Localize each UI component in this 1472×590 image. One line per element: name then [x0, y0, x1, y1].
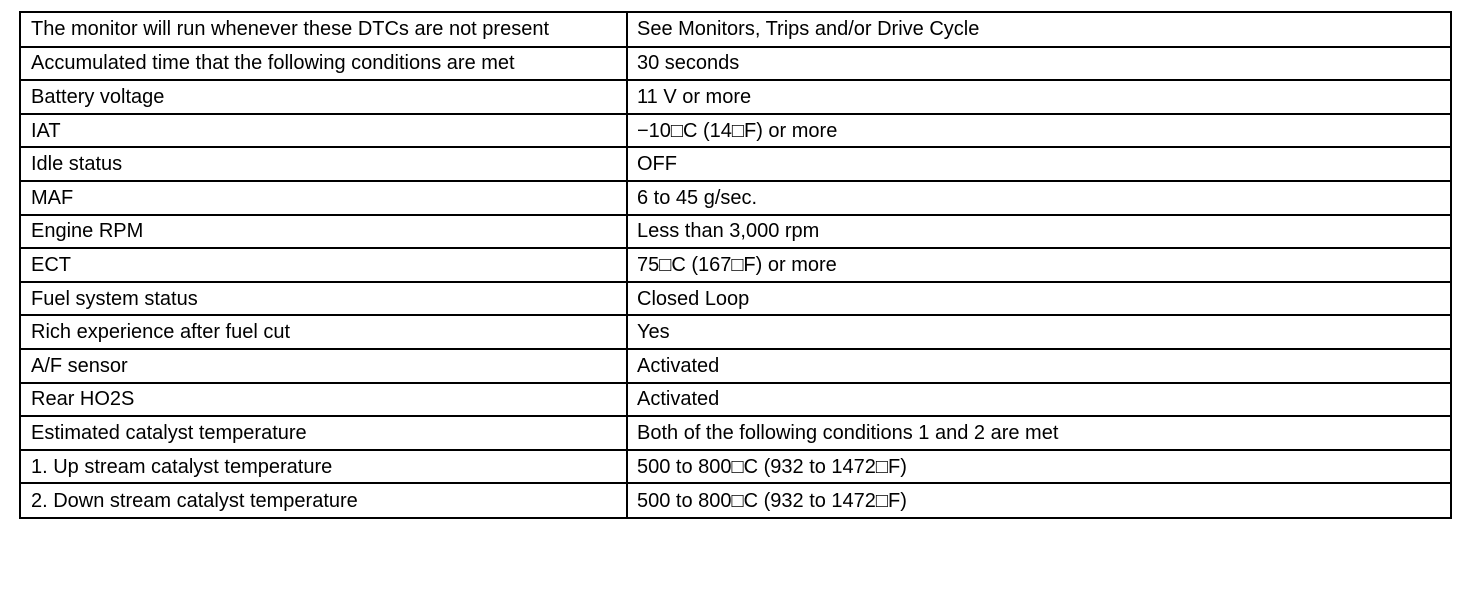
condition-cell: Estimated catalyst temperature [21, 416, 627, 450]
value-cell: 75□C (167□F) or more [627, 248, 1450, 282]
table-row [21, 215, 1450, 249]
table-row [21, 248, 1450, 282]
table-row [21, 47, 1450, 81]
value-cell: See Monitors, Trips and/or Drive Cycle [627, 13, 1450, 47]
value-cell: OFF [627, 147, 1450, 181]
value-cell: Activated [627, 383, 1450, 417]
condition-cell: 1. Up stream catalyst temperature [21, 450, 627, 484]
table-row [21, 315, 1450, 349]
value-cell: 6 to 45 g/sec. [627, 181, 1450, 215]
value-cell: 11 V or more [627, 80, 1450, 114]
condition-cell: Accumulated time that the following conditions are met [21, 47, 627, 81]
value-cell: Less than 3,000 rpm [627, 215, 1450, 249]
condition-cell: MAF [21, 181, 627, 215]
value-cell: Activated [627, 349, 1450, 383]
table-row [21, 349, 1450, 383]
table-row [21, 80, 1450, 114]
condition-cell: Fuel system status [21, 282, 627, 316]
value-cell: 30 seconds [627, 47, 1450, 81]
conditions-table [19, 11, 1452, 519]
table-row [21, 181, 1450, 215]
table-row [21, 483, 1450, 517]
condition-cell: The monitor will run whenever these DTCs are not present [21, 13, 627, 47]
table-row [21, 282, 1450, 316]
condition-cell: Engine RPM [21, 215, 627, 249]
condition-cell: 2. Down stream catalyst temperature [21, 483, 627, 517]
table-row [21, 114, 1450, 148]
table-row [21, 383, 1450, 417]
conditions-table-grid [21, 13, 1450, 517]
value-cell: Closed Loop [627, 282, 1450, 316]
table-row [21, 416, 1450, 450]
value-cell: −10□C (14□F) or more [627, 114, 1450, 148]
value-cell: 500 to 800□C (932 to 1472□F) [627, 450, 1450, 484]
value-cell: 500 to 800□C (932 to 1472□F) [627, 483, 1450, 517]
condition-cell: ECT [21, 248, 627, 282]
condition-cell: Rear HO2S [21, 383, 627, 417]
table-row [21, 450, 1450, 484]
condition-cell: IAT [21, 114, 627, 148]
condition-cell: Rich experience after fuel cut [21, 315, 627, 349]
value-cell: Yes [627, 315, 1450, 349]
table-row [21, 13, 1450, 47]
condition-cell: Idle status [21, 147, 627, 181]
value-cell: Both of the following conditions 1 and 2 are met [627, 416, 1450, 450]
table-row [21, 147, 1450, 181]
condition-cell: Battery voltage [21, 80, 627, 114]
condition-cell: A/F sensor [21, 349, 627, 383]
